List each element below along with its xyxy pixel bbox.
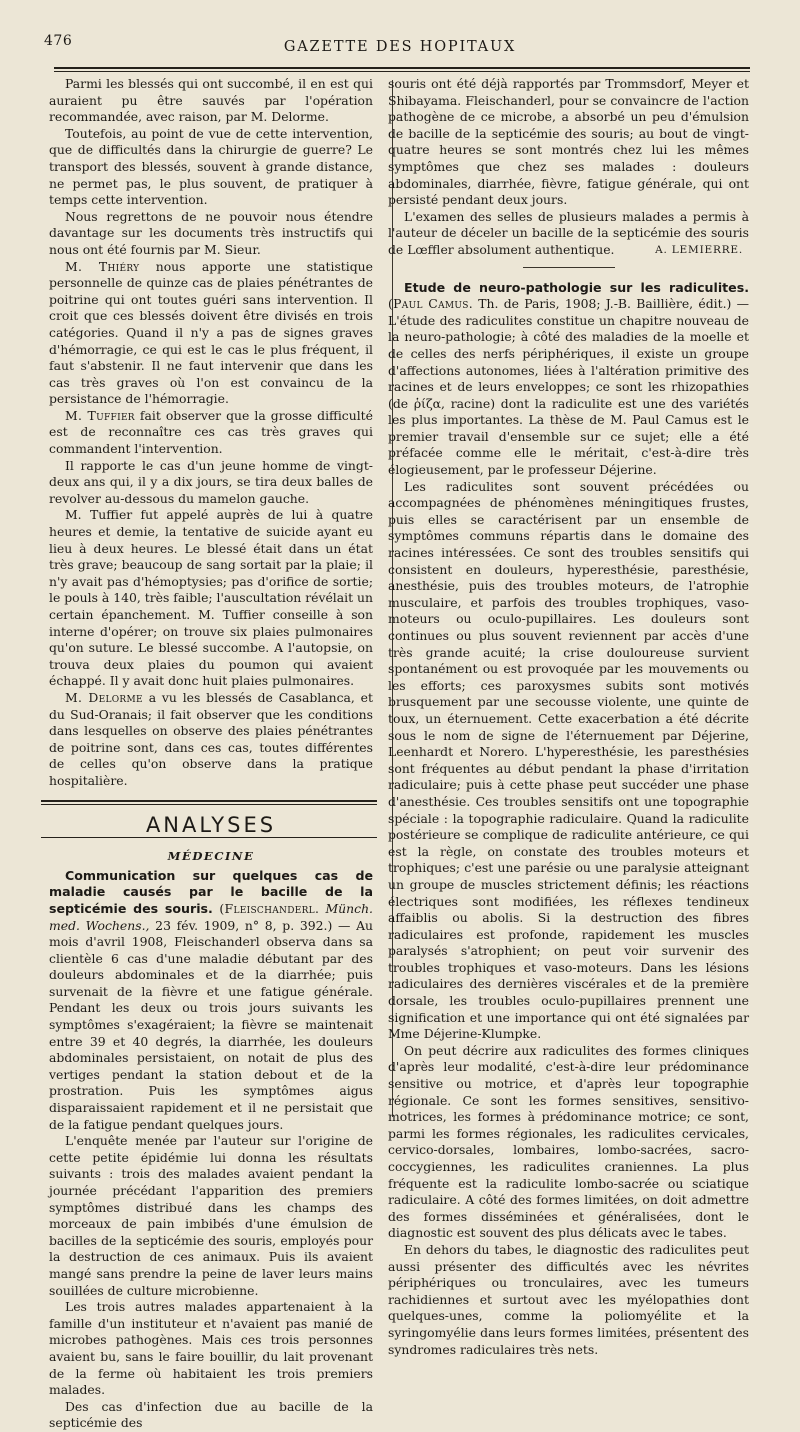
abstract-title: Etude de neuro-pathologie sur les radiculites. bbox=[404, 279, 749, 295]
paragraph: M. Tuffier fut appelé auprès de lui à quatre heures et demie, la tentative de suicide ayant eu lieu à deux heures. Le blessé était dans un état très grave; beaucoup de sang sortait par la plaie; il n'y avait pas d'hémoptysies; pas d'orifice de sortie; le pouls à 140, très faible; l'auscultation révélait un certain épanchement. M. Tuffier conseille à son interne d'opérer; on trouve six plaies pulmonaires qu'on suture. Le blessé succombe. A l'autopsie, on trouva deux plaies du poumon qui avaient échappé. Il y avait donc huit plaies pulmonaires. bbox=[49, 507, 373, 689]
paragraph: Les radiculites sont souvent précédées ou accompagnées de phénomènes méningitiques frustes, puis elles se caractérisent par un ensemble de symptômes communs répartis dans le domaine des racines intéressées. Ce sont des troubles sensitifs qui consistent en douleurs, hyperesthésie, paresthésie, anesthésie, puis des troubles moteurs, de l'atrophie musculaire, et parfois des troubles trophiques, vaso-moteurs ou oculo-pupillaires. Les douleurs sont continues ou plus souvent reviennent par accès d'une très grande acuité; la crise douloureuse survient spontanément ou est provoquée par les mouvements ou les efforts; ces paroxysmes subits sont motivés brusquement par une secousse violente, une quinte de toux, un éternuement. Cette exacerbation a été décrite sous le nom de signe de l'éternuement par Déjerine, Leenhardt et Norero. L'hyperesthésie, les paresthésies sont fréquentes au début pendant la phase d'irritation radiculaire; puis à cette phase peut succéder une phase d'anesthésie. Ces troubles sensitifs ont une topographie spéciale : la topographie radiculaire. Quand la radiculite postérieure se complique de radiculite antérieure, ce qui est la règle, on constate des troubles moteurs et trophiques; c'est une parésie ou une paralysie atteignant un groupe de muscles strictement définis; les réactions électriques sont modifiées, les réflexes tendineux affaiblis ou abolis. Si la destruction des fibres radiculaires est profonde, rapidement les muscles paralysés s'atrophient; on peut voir survenir des troubles trophiques et vaso-moteurs. Dans les lésions radiculaires des dernières viscérales et de la première dorsale, les troubles oculo-pupillaires prennent une signification et une importance qui ont été signalées par Mme Déjerine-Klumpke. bbox=[388, 478, 749, 1042]
speaker-name: M. Delorme bbox=[65, 689, 143, 705]
section-title: ANALYSES bbox=[145, 812, 277, 837]
speaker-name: M. Thiéry bbox=[65, 258, 140, 274]
right-column bbox=[388, 76, 749, 1358]
paragraph: Nous regrettons de ne pouvoir nous étendre davantage sur les documents très instructifs qui nous ont été fournis par M. Sieur. bbox=[49, 208, 373, 257]
paragraph: Des cas d'infection due au bacille de la septicémie des bbox=[49, 1398, 373, 1431]
subsection-title: MÉDECINE bbox=[167, 849, 255, 864]
speaker-name: M. Tuffier bbox=[65, 407, 135, 423]
section-rule bbox=[41, 804, 377, 805]
paragraph-text: nous apporte une statistique personnelle de quinze cas de plaies pénétrantes de poitrine qui ont toutes guéri sans intervention. Il croit que ces blessés doivent être divisés en trois catégories. Quand il n'y a pas de signes graves d'hémorragie, ce qui est le cas le plus fréquent, il faut s'abstenir. Il ne faut intervenir que dans les cas très graves où l'on est convaincu de la persistance de l'hémorragie. bbox=[49, 258, 373, 407]
paragraph: Toutefois, au point de vue de cette intervention, que de difficultés dans la chirurgie de guerre? Le transport des blessés, souvent à grande distance, ne permet pas, le plus souvent, de pratiquer à temps cette intervention. bbox=[49, 125, 373, 208]
header-rule-thick bbox=[54, 67, 750, 69]
paragraph: Parmi les blessés qui ont succombé, il en est qui auraient pu être sauvés par l'opération recommandée, avec raison, par M. Delorme. bbox=[49, 76, 373, 125]
abstract-author: (Fleischanderl. bbox=[212, 900, 320, 916]
paragraph-text: L'examen des selles de plusieurs malades a permis à l'auteur de déceler un bacille de la septicémie des souris de Lœffler absolument authentique. bbox=[388, 208, 749, 257]
paragraph: souris ont été déjà rapportés par Trommsdorf, Meyer et Shibayama. Fleischanderl, pour se convaincre de l'action pathogène de ce microbe, a absorbé un peu d'émulsion de bacille de la septicémie des souris; au bout de vingt-quatre heures se sont montrés chez lui les mêmes symptômes que chez ses malades : douleurs abdominales, diarrhée, fièvre, fatigue générale, qui ont persisté pendant deux jours. bbox=[388, 76, 749, 208]
paragraph: On peut décrire aux radiculites des formes cliniques d'après leur modalité, c'est-à-dire leur prédominance sensitive ou motrice, et d'après leur topographie régionale. Ce sont les formes sensitives, sensitivo-motrices, les formes à prédominance motrice; ce sont, parmi les formes régionales, les radiculites cervicales, cervico-dorsales, lombaires, lombo-sacrées, sacro-coccygiennes, les radiculites craniennes. La plus fréquente est la radiculite lombo-sacrée ou sciatique radiculaire. A côté des formes limitées, on doit admettre des formes disséminées et généralisées, dont le diagnostic est souvent des plus délicats avec le tabes. bbox=[388, 1042, 749, 1241]
separator-rule bbox=[523, 267, 615, 268]
journal-title: GAZETTE DES HOPITAUX bbox=[283, 39, 517, 55]
section-rule bbox=[41, 800, 377, 802]
paragraph: Il rapporte le cas d'un jeune homme de vingt-deux ans qui, il y a dix jours, se tira deux balles de revolver au-dessous du mamelon gauche. bbox=[49, 457, 373, 506]
paragraph bbox=[49, 259, 373, 408]
paragraph: En dehors du tabes, le diagnostic des radiculites peut aussi présenter des difficultés avec les névrites périphériques ou tronculaires, avec les tumeurs rachidiennes et surtout avec les myélopathies dont quelques-unes, comme la poliomyélite et la syringomyélie dans leurs formes limitées, présentent des syndromes radiculaires très nets. bbox=[388, 1241, 749, 1357]
abstract-text: 23 fév. 1909, n° 8, p. 392.) — Au mois d'avril 1908, Fleischanderl observa dans sa clientèle 6 cas d'une maladie débutant par des douleurs abdominales et de la diarrhée; puis survenait de la fièvre et une fatigue générale. Pendant les deux ou trois jours suivants les symptômes s'exagéraient; la fièvre se maintenait entre 39 et 40 degrés, la diarrhée, les douleurs abdominales persistaient, on notait de plus des vertiges pendant la station debout et de la prostration. Puis les symptômes aigus disparaissaient rapidement et il ne persistait que de la fatigue pendant quelques jours. bbox=[49, 917, 373, 1132]
paragraph: Les trois autres malades appartenaient à la famille d'un instituteur et n'avaient pas manié de microbes pathogènes. Mais ces trois personnes avaient bu, sans le faire bouillir, du lait provenant de la ferme où habitaient les trois premiers malades. bbox=[49, 1299, 373, 1398]
paragraph bbox=[49, 690, 373, 790]
header-rule-thin bbox=[54, 71, 750, 72]
page-number: 476 bbox=[44, 33, 73, 49]
paragraph-text: fait observer que la grosse difficulté est de reconnaître ces cas très graves qui commandent l'intervention. bbox=[49, 407, 373, 457]
abstract-text: Th. de Paris, 1908; J.-B. Baillière, édit.) — L'étude des radiculites constitue un chapitre nouveau de la neuro-pathologie; à côté des maladies de la moelle et de celles des nerfs périphériques, il existe un groupe d'affections autonomes, liées à l'altération primitive des racines et de leurs enveloppes; ce sont les rhizopathies (de ῥίζα, racine) dont la radiculite est une des variétés les plus importantes. La thèse de M. Paul Camus est le premier travail d'ensemble sur ce sujet; elle a été préfacée comme elle le méritait, c'est-à-dire très élogieusement, par le professeur Déjerine. bbox=[388, 296, 749, 478]
abstract-paragraph bbox=[49, 868, 373, 1134]
abstract-paragraph bbox=[388, 280, 749, 479]
paragraph bbox=[49, 408, 373, 458]
abstract-title: Communication sur quelques cas de maladie causés par le bacille de la septicémie des souris. bbox=[49, 867, 373, 916]
paragraph: L'enquête menée par l'auteur sur l'origine de cette petite épidémie lui donna les résultats suivants : trois des malades avaient pendant la journée précédant l'apparition des premiers symptômes distribué dans les champs des morceaux de pain imbibés d'une émulsion de bacilles de la septicémie des souris, employés pour la destruction de ces animaux. Puis ils avaient mangé sans prendre la peine de laver leurs mains souillées de culture microbienne. bbox=[49, 1133, 373, 1298]
abstract-author: (Paul Camus. bbox=[388, 296, 473, 312]
section-rule bbox=[41, 837, 377, 838]
paragraph bbox=[388, 209, 749, 259]
left-column bbox=[49, 76, 373, 1432]
abstract-journal: Münch. med. Wochens., bbox=[49, 900, 373, 933]
paragraph-text: a vu les blessés de Casablanca, et du Sud-Oranais; il fait observer que les conditions dans lesquelles on observe des plaies pénétrantes de poitrine sont, dans ces cas, toutes différentes de celles qu'on observe dans la pratique hospitalière. bbox=[49, 689, 373, 788]
author-signature: A. LEMIERRE. bbox=[655, 243, 743, 256]
